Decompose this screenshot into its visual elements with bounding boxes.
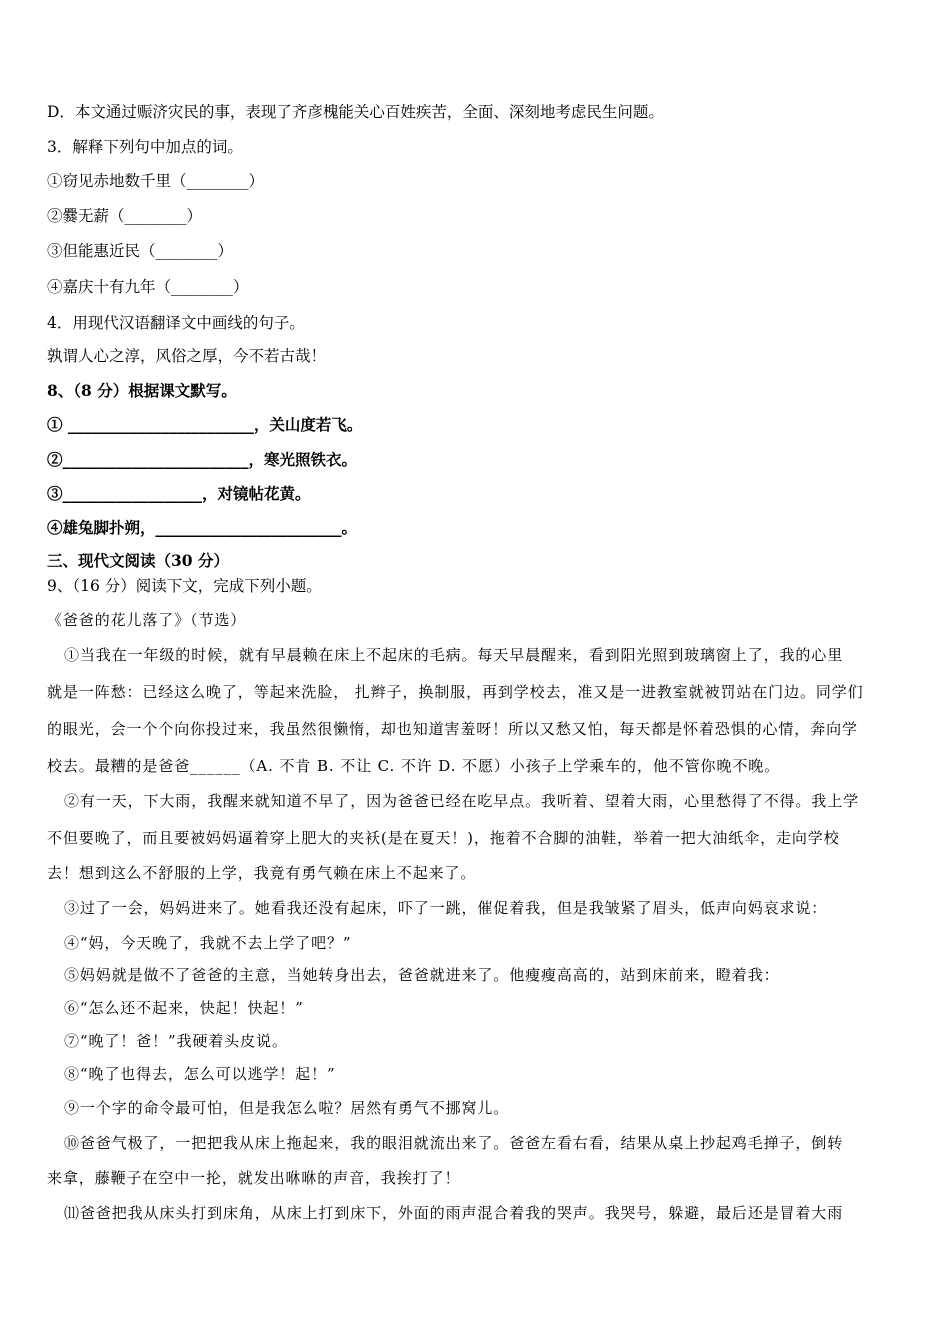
para-1-line-4: 校去。最糟的是爸爸______（A. 不肯 B. 不让 C. 不许 D. 不愿）小孩子上学乘车的，他不管你晚不晚。 [47, 757, 781, 775]
para-2-line-3: 去！想到这么不舒服的上学，我竟有勇气赖在床上不起来了。 [47, 864, 477, 882]
q3-item-1: ①窃见赤地数千里（________） [47, 172, 265, 190]
para-1-line-1: ①当我在一年级的时候，就有早晨赖在床上不起床的毛病。每天早晨醒来，看到阳光照到玻璃窗上了，我的心里 [64, 646, 844, 664]
para-8: ⑧“晚了也得去，怎么可以逃学！起！” [64, 1065, 336, 1083]
question-4: 4．用现代汉语翻译文中画线的句子。 [47, 314, 305, 332]
q4-sentence: 孰谓人心之淳，风俗之厚，今不若古哉！ [47, 347, 327, 365]
para-2-line-1: ②有一天，下大雨，我醒来就知道不早了，因为爸爸已经在吃早点。我听着、望着大雨，心里愁得了不得。我上学 [64, 792, 860, 810]
section-3-heading: 三、现代文阅读（30 分） [47, 551, 229, 570]
para-1-line-3: 的眼光，会一个个向你投过来，我虽然很懒惰，却也知道害羞呀！所以又愁又怕，每天都是怀着恐惧的心情，奔向学 [47, 720, 858, 738]
question-8: 8、（8 分）根据课文默写。 [47, 381, 237, 400]
para-10-line-1: ⑩爸爸气极了，一把把我从床上拖起来，我的眼泪就流出来了。爸爸左看右看，结果从桌上抄起鸡毛掸子，倒转 [64, 1134, 844, 1152]
q3-item-3: ③但能惠近民（________） [47, 242, 234, 260]
para-5: ⑤妈妈就是做不了爸爸的主意，当她转身出去，爸爸就进来了。他瘦瘦高高的，站到床前来，瞪着我： [64, 966, 780, 984]
passage-title: 《爸爸的花儿落了》（节选） [47, 611, 247, 629]
option-d: D．本文通过赈济灾民的事，表现了齐彦槐能关心百姓疾苦，全面、深刻地考虑民生问题。 [47, 103, 664, 121]
q3-item-2: ②爨无薪（________） [47, 207, 203, 225]
para-2-line-2: 不但要晚了，而且要被妈妈逼着穿上肥大的夹袄(是在夏天！)，拖着不合脚的油鞋，举着一把大油纸伞，走向学校 [47, 829, 840, 847]
para-7: ⑦“晚了！爸！”我硬着头皮说。 [64, 1032, 288, 1050]
para-10-line-2: 来拿，藤鞭子在空中一抡，就发出咻咻的声音，我挨打了！ [47, 1169, 461, 1187]
para-4: ④“妈，今天晚了，我就不去上学了吧？” [64, 934, 352, 952]
q8-item-4: ④雄兔脚扑朔，________________________。 [47, 518, 358, 537]
q8-item-2: ②________________________，寒光照铁衣。 [47, 450, 358, 469]
para-6: ⑥“怎么还不起来，快起！快起！” [64, 999, 304, 1017]
q3-item-4: ④嘉庆十有九年（________） [47, 278, 249, 296]
q8-item-3: ③__________________，对镜帖花黄。 [47, 484, 311, 503]
q8-item-1: ① ________________________，关山度若飞。 [47, 415, 363, 434]
para-9: ⑨一个字的命令最可怕，但是我怎么啦？居然有勇气不挪窝儿。 [64, 1099, 510, 1117]
para-1-line-2: 就是一阵愁：已经这么晚了，等起来洗脸， 扎辫子，换制服，再到学校去，准又是一进教室就被罚站在门边。同学们 [47, 683, 864, 701]
para-11-line-1: ⑾爸爸把我从床头打到床角，从床上打到床下，外面的雨声混合着我的哭声。我哭号，躲避，最后还是冒着大雨 [64, 1204, 844, 1222]
question-3: 3．解释下列句中加点的词。 [47, 138, 243, 156]
para-3: ③过了一会，妈妈进来了。她看我还没有起床，吓了一跳，催促着我，但是我皱紧了眉头，低声向妈哀求说： [64, 899, 828, 917]
question-9: 9、（16 分）阅读下文，完成下列小题。 [47, 577, 322, 595]
